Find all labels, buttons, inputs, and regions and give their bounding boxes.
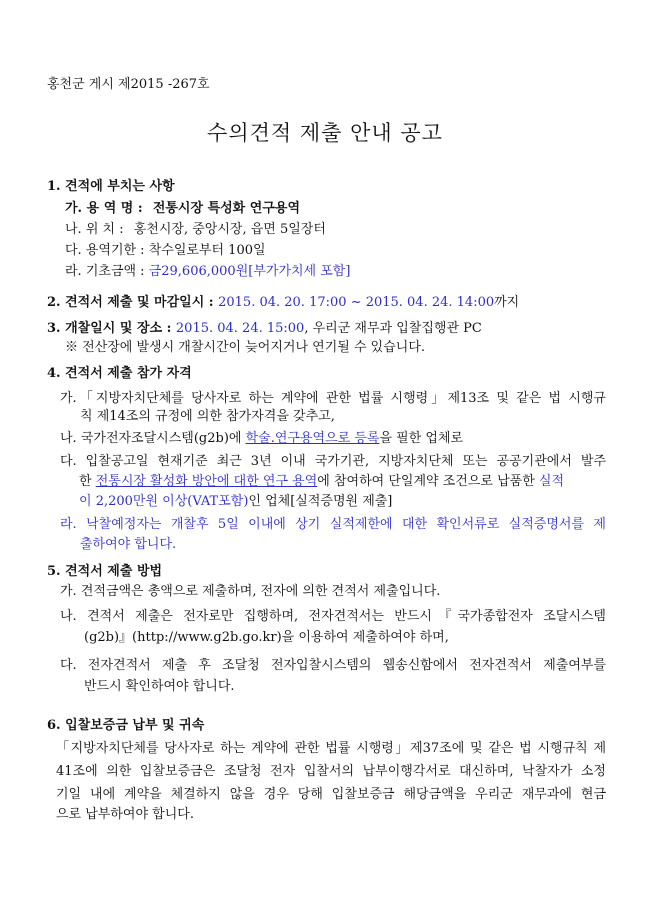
section-5-heading: 5. 견적서 제출 방법 — [47, 564, 163, 579]
section-6-para-line3: 기일 내에 계약을 체결하지 않을 경우 당해 입찰보증금 해당금액을 우리군 재무과에 현금 — [56, 787, 606, 802]
opening-place: , 우리군 재무과 입찰집행관 PC — [304, 321, 482, 336]
section-3-note: ※ 전산장에 발생시 개찰시간이 늦어지거나 연기될 수 있습니다. — [65, 340, 426, 355]
location-label: 나. 위 치 : — [65, 222, 124, 237]
section-5-item-b-line2: (g2b)』(http://www.g2b.go.kr)을 이용하여 제출하여야 하며, — [84, 630, 449, 645]
notice-number: 홍천군 게시 제2015 -267호 — [47, 77, 210, 92]
section-4-item-b-pre: 나. 국가전자조달시스템(g2b)에 — [60, 431, 246, 446]
deadline-tail: 까지 — [494, 295, 520, 310]
section-1-item-d — [65, 263, 350, 281]
section-6-para-line2: 41조에 의한 입찰보증금은 조달청 전자 입찰서의 납부이행각서로 대신하며, 낙찰자가 소정 — [56, 764, 606, 779]
opening-date: 2015. 04. 24. 15:00 — [175, 321, 305, 336]
section-6-heading: 6. 입찰보증금 납부 및 귀속 — [47, 718, 205, 733]
section-4-item-b-post: 을 필한 업체로 — [379, 431, 464, 446]
section-3 — [47, 320, 482, 338]
section-1-item-a — [65, 200, 300, 218]
experience-requirement: 전통시장 활성화 방안에 대한 연구 용역 — [95, 474, 318, 489]
section-1-item-c: 다. 용역기한 : 착수일로부터 100일 — [65, 243, 266, 258]
section-1-item-b — [65, 221, 326, 239]
registration-requirement: 학술.연구용역으로 등록 — [245, 431, 380, 446]
section-4-item-a-line2: 칙 제14조의 규정에 의한 참가자격을 갖추고, — [80, 409, 335, 424]
document-title: 수의견적 제출 안내 공고 — [207, 121, 443, 145]
service-name-value: 전통시장 특성화 연구용역 — [152, 201, 301, 216]
section-4-item-c-line3 — [79, 493, 392, 511]
section-1-heading: 1. 견적에 부치는 사항 — [47, 179, 175, 194]
section-5-item-c-line2: 반드시 확인하여야 합니다. — [84, 679, 235, 694]
base-amount-label: 라. 기초금액 : — [65, 264, 149, 279]
section-6-para-line4: 으로 납부하여야 합니다. — [56, 807, 194, 822]
section-4-item-c-line2 — [79, 473, 564, 491]
service-name-label: 가. 용 역 명 : — [65, 201, 143, 216]
section-6-para-line1: 「지방자치단체를 당사자로 하는 계약에 관한 법률 시행령」제37조에 및 같은 법 시행규칙 제 — [56, 741, 606, 756]
section-4-item-b — [60, 430, 463, 448]
section-4-item-c-performance: 실적 — [538, 474, 565, 489]
section-4-item-c-pre: 한 — [79, 474, 96, 489]
deadline-dates: 2015. 04. 20. 17:00 ~ 2015. 04. 24. 14:00 — [218, 295, 495, 310]
section-4-item-d-line1: 라. 낙찰예정자는 개찰후 5일 이내에 상기 실적제한에 대한 확인서류로 실적증명서를 제 — [60, 517, 606, 532]
section-2 — [47, 294, 519, 312]
section-5-item-a: 가. 견적금액은 총액으로 제출하며, 전자에 의한 견적서 제출입니다. — [60, 584, 441, 599]
location-value: 홍천시장, 중앙시장, 읍면 5일장터 — [133, 222, 326, 237]
section-4-item-c-post: 에 참여하여 단일계약 조건으로 납품한 — [317, 474, 539, 489]
section-5-item-b-line1: 나. 견적서 제출은 전자로만 집행하며, 전자견적서는 반드시『국가종합전자 조달시스템 — [60, 609, 606, 624]
section-2-heading: 2. 견적서 제출 및 마감일시 : — [47, 295, 219, 310]
section-4-item-d-line2: 출하여야 합니다. — [80, 537, 177, 552]
section-3-heading: 3. 개찰일시 및 장소 : — [47, 321, 176, 336]
section-5-item-c-line1: 다. 전자견적서 제출 후 조달청 전자입찰시스템의 웹송신함에서 전자견적서 제출여부를 — [60, 658, 606, 673]
section-4-item-a-line1: 가.「지방자치단체를 당사자로 하는 계약에 관한 법률 시행령」제13조 및 같은 법 시행규 — [60, 391, 606, 406]
section-4-heading: 4. 견적서 제출 참가 자격 — [47, 366, 192, 381]
section-4-item-c-tail: 인 업체[실적증명원 제출] — [248, 494, 393, 509]
section-4-item-c-line1: 다. 입찰공고일 현재기준 최근 3년 이내 국가기관, 지방자치단체 또는 공공기관에서 발주 — [60, 454, 606, 469]
base-amount-value: 금29,606,000원[부가가치세 포함] — [148, 264, 351, 279]
experience-amount: 이 2,200만원 이상(VAT포함) — [79, 494, 249, 509]
